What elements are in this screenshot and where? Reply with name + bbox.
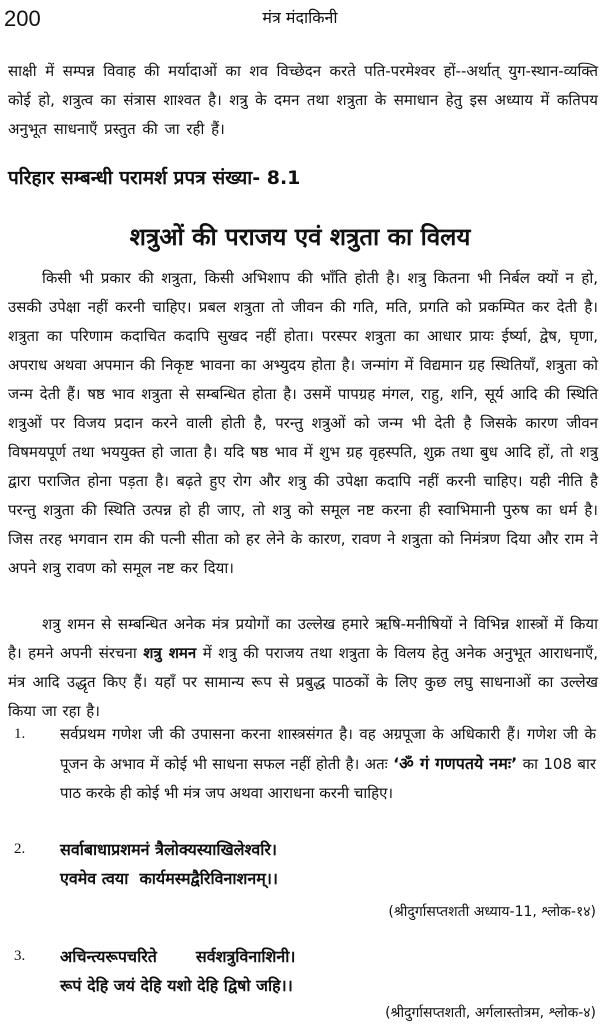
verse-line: रूपं देहि जयं देहि यशो देहि द्विषो जहि।। bbox=[60, 976, 293, 995]
verse-line: सर्वाबाधाप्रशमनं त्रैलोक्यस्याखिलेश्वरि। bbox=[60, 840, 277, 859]
intro-paragraph: साक्षी में सम्पन्न विवाह की मर्यादाओं का शव विच्छेदन करते पति-परमेश्वर हों--अर्थात् युग-स्थान-व्यक्ति कोई हो, शत्रुत्व का संत्रास शाश्वत है। शत्रु के दमन तथा शत्रुता के समाधान हेतु इस अध्याय में कतिपय अनुभूत साधनाएँ प्रस्तुत की जा रही हैं। bbox=[8, 62, 598, 138]
section-label: परिहार सम्बन्धी परामर्श प्रपत्र संख्या- 8.1 bbox=[8, 167, 301, 189]
section-title: शत्रुओं की पराजय एवं शत्रुता का विलय bbox=[129, 223, 471, 251]
list-text-after: का 108 बार पाठ करके ही कोई भी मंत्र जप अथवा आराधना करनी चाहिए। bbox=[60, 755, 596, 802]
list-text-before: सर्वप्रथम गणेश जी की उपासना करना शास्त्रसंगत है। वह अग्रपूजा के अधिकारी हैं। गणेश जी के पूजन के अभाव में कोई भी साधना सफल नहीं होती है। अतः bbox=[60, 725, 596, 773]
body-paragraph bbox=[8, 610, 598, 726]
verse-line: एवमेव त्वया कार्यमस्मद्वैरिविनाशनम्।। bbox=[60, 869, 278, 888]
running-header bbox=[0, 6, 600, 36]
book-reference: शत्रु शमन bbox=[143, 644, 197, 662]
verse-line: अचिन्त्यरूपचरिते सर्वशत्रुविनाशिनी। bbox=[60, 947, 296, 966]
list-text bbox=[60, 720, 596, 808]
verse bbox=[60, 942, 596, 1000]
page-number: 200 bbox=[4, 6, 41, 31]
list-number: 1. bbox=[14, 726, 26, 742]
citation: (श्रीदुर्गासप्तशती अध्याय-11, श्लोक-१४) bbox=[388, 904, 596, 920]
list-number: 2. bbox=[14, 841, 26, 857]
list-number: 3. bbox=[14, 948, 26, 964]
citation: (श्रीदुर्गासप्तशती, अर्गलास्तोत्रम, श्लोक-४) bbox=[385, 1005, 596, 1021]
mantra: ‘ॐ गं गणपतये नमः’ bbox=[393, 754, 518, 773]
verse bbox=[60, 835, 596, 893]
paragraph-text: में शत्रु की पराजय तथा शत्रुता के विलय हेतु अनेक अनुभूत आराधनाएँ, मंत्र आदि उद्धृत किए हैं। यहाँ पर सामान्य रूप से प्रबुद्ध पाठकों के लिए कुछ लघु साधनाओं का उल्लेख किया जा रहा है। bbox=[8, 644, 598, 720]
paragraph-text: शत्रु शमन से सम्बन्धित अनेक मंत्र प्रयोगों का उल्लेख हमारे ऋषि-मनीषियों ने विभिन्न शास्त्रों में किया है। हमने अपनी संरचना bbox=[8, 615, 598, 662]
book-title: मंत्र मंदाकिनी bbox=[262, 8, 338, 27]
body-paragraph: किसी भी प्रकार की शत्रुता, किसी अभिशाप की भाँति होती है। शत्रु कितना भी निर्बल क्यों न हो, उसकी उपेक्षा नहीं करनी चाहिए। प्रबल शत्रुता तो जीवन की गति, मति, प्रगति को प्रकम्पित कर देती है। शत्रुता का परिणाम कदाचित कदापि सुखद नहीं होता। परस्पर शत्रुता का आधार प्रायः ईर्ष्या, द्वेष, घृणा, अपराध अथवा अपमान की निकृष्ट भावना का अभ्युदय होता है। जन्मांग में विद्यमान ग्रह स्थितियाँ, शत्रुता को जन्म देती हैं। षष्ठ भाव शत्रुता से सम्बन्धित होता है। उसमें पापग्रह मंगल, राहु, शनि, सूर्य आदि की स्थिति शत्रुओं पर विजय प्रदान करने वाली होती है, परन्तु शत्रुओं को जन्म भी देती है जिसके कारण जीवन विषमयपूर्ण तथा भययुक्त हो जाता है। यदि षष्ठ भाव में शुभ ग्रह वृहस्पति, शुक्र तथा बुध आदि हों, तो शत्रु द्वारा पराजित होना पड़ता है। बढ़ते हुए रोग और शत्रु की उपेक्षा कदापि नहीं करनी चाहिए। यही नीति है परन्तु शत्रुता की स्थिति उत्पन्न हो ही जाए, तो शत्रु को समूल नष्ट करना ही स्वाभिमानी पुरुष का धर्म है। जिस तरह भगवान राम की पत्नी सीता को हर लेने के कारण, रावण ने शत्रुता को निमंत्रण दिया और राम ने अपने शत्रु रावण को समूल नष्ट कर दिया। bbox=[8, 269, 598, 577]
